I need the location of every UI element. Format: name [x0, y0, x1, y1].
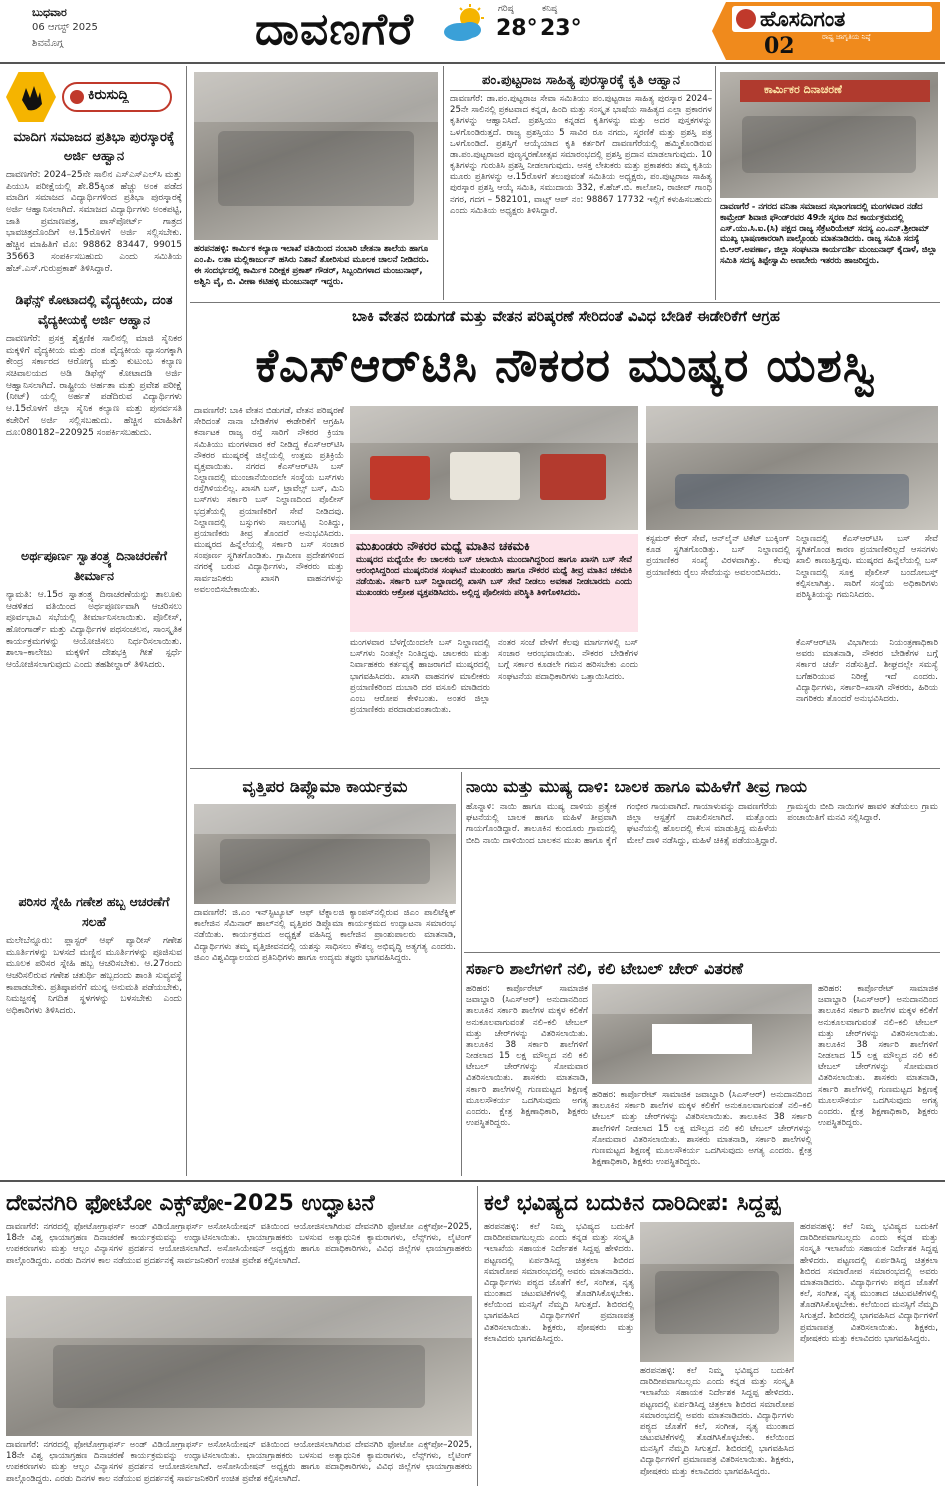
school-story-body: ಹರಿಹರ: ಕಾರ್ಪೊರೇಟ್ ಸಾಮಾಜಿಕ ಜವಾಬ್ದಾರಿ (ಸಿಎಸ್ಆರ್) ಅನುದಾನದಿಂದ ತಾಲೂಕಿನ ಸರ್ಕಾರಿ ಶಾಲೆಗಳ ಮಕ್ಕಳ ಕಲಿಕೆಗೆ ಅನುಕೂಲವಾಗುವಂತೆ ನಲಿ–ಕಲಿ ಟೇಬಲ್ ಮತ್ತು ಚೇರ್‌ಗಳನ್ನು ವಿತರಿಸಲಾಯಿತು. ತಾಲೂಕಿನ 38 ಸರ್ಕಾರಿ ಶಾಲೆಗಳಿಗೆ ನೀಡಲಾದ 15 ಲಕ್ಷ ಮೌಲ್ಯದ ನಲಿ ಕಲಿ ಟೇಬಲ್ ಚೇರ್‌ಗಳನ್ನು ಸೋಮವಾರ ವಿತರಿಸಲಾಯಿತು. ಶಾಸಕರು ಮಾತನಾಡಿ, ಸರ್ಕಾರಿ ಶಾಲೆಗಳಲ್ಲಿ ಗುಣಮಟ್ಟದ ಶಿಕ್ಷಣಕ್ಕೆ ಮೂಲಸೌಕರ್ಯ ಒದಗಿಸುವುದು ಅಗತ್ಯ ಎಂದರು. ಕ್ಷೇತ್ರ ಶಿಕ್ಷಣಾಧಿಕಾರಿ, ಶಿಕ್ಷಕರು ಉಪಸ್ಥಿತರಿದ್ದರು. [466, 984, 588, 1129]
lead-col2: ಮಂಗಳವಾರ ಬೆಳಗ್ಗೆಯಿಂದಲೇ ಬಸ್ ನಿಲ್ದಾಣದಲ್ಲಿ ಬಸ್‌ಗಳು ನಿಂತಲ್ಲೇ ನಿಂತಿದ್ದವು. ಚಾಲಕರು ಮತ್ತು ನಿರ್ವಾಹಕರು ಕರ್ತವ್ಯಕ್ಕೆ ಹಾಜರಾಗದೆ ಮುಷ್ಕರದಲ್ಲಿ ಭಾಗವಹಿಸಿದರು. ಖಾಸಗಿ ವಾಹನಗಳ ಮಾಲೀಕರು ಪ್ರಯಾಣಿಕರಿಂದ ದುಬಾರಿ ದರ ವಸೂಲಿ ಮಾಡಿದರು ಎಂಬ ಆರೋಪ ಕೇಳಿಬಂತು. ಅಂತರ ಜಿಲ್ಲಾ ಪ್ರಯಾಣಿಕರು ಪರದಾಡುವಂತಾಯಿತು. [350, 638, 490, 716]
brand-logo-icon [736, 9, 756, 29]
page-number: 02 [764, 34, 795, 58]
diploma-photo [194, 804, 456, 904]
lead-photo-buses [350, 406, 638, 530]
school-story-cont: ಹರಿಹರ: ಕಾರ್ಪೊರೇಟ್ ಸಾಮಾಜಿಕ ಜವಾಬ್ದಾರಿ (ಸಿಎಸ್ಆರ್) ಅನುದಾನದಿಂದ ತಾಲೂಕಿನ ಸರ್ಕಾರಿ ಶಾಲೆಗಳ ಮಕ್ಕಳ ಕಲಿಕೆಗೆ ಅನುಕೂಲವಾಗುವಂತೆ ನಲಿ–ಕಲಿ ಟೇಬಲ್ ಮತ್ತು ಚೇರ್‌ಗಳನ್ನು ವಿತರಿಸಲಾಯಿತು. ತಾಲೂಕಿನ 38 ಸರ್ಕಾರಿ ಶಾಲೆಗಳಿಗೆ ನೀಡಲಾದ 15 ಲಕ್ಷ ಮೌಲ್ಯದ ನಲಿ ಕಲಿ ಟೇಬಲ್ ಚೇರ್‌ಗಳನ್ನು ಸೋಮವಾರ ವಿತರಿಸಲಾಯಿತು. ಶಾಸಕರು ಮಾತನಾಡಿ, ಸರ್ಕಾರಿ ಶಾಲೆಗಳಲ್ಲಿ ಗುಣಮಟ್ಟದ ಶಿಕ್ಷಣಕ್ಕೆ ಮೂಲಸೌಕರ್ಯ ಒದಗಿಸುವುದು ಅಗತ್ಯ ಎಂದರು. ಕ್ಷೇತ್ರ ಶಿಕ್ಷಣಾಧಿಕಾರಿ, ಶಿಕ್ಷಕರು ಉಪಸ್ಥಿತರಿದ್ದರು. [592, 1090, 812, 1168]
art-story-cont: ಹರಪನಹಳ್ಳಿ: ಕಲೆ ನಿಮ್ಮ ಭವಿಷ್ಯದ ಬದುಕಿಗೆ ದಾರಿದೀಪವಾಗಬಲ್ಲದು ಎಂದು ಕನ್ನಡ ಮತ್ತು ಸಂಸ್ಕೃತಿ ಇಲಾಖೆಯ ಸಹಾಯಕ ನಿರ್ದೇಶಕ ಸಿದ್ದಪ್ಪ ಹೇಳಿದರು. ಪಟ್ಟಣದಲ್ಲಿ ಏರ್ಪಡಿಸಿದ್ದ ಚಿತ್ರಕಲಾ ಶಿಬಿರದ ಸಮಾರೋಪ ಸಮಾರಂಭದಲ್ಲಿ ಅವರು ಮಾತನಾಡಿದರು. ವಿದ್ಯಾರ್ಥಿಗಳು ಪಠ್ಯದ ಜೊತೆಗೆ ಕಲೆ, ಸಂಗೀತ, ನೃತ್ಯ ಮುಂತಾದ ಚಟುವಟಿಕೆಗಳಲ್ಲಿ ತೊಡಗಿಸಿಕೊಳ್ಳಬೇಕು. ಕಲೆಯಿಂದ ಮನಸ್ಸಿಗೆ ನೆಮ್ಮದಿ ಸಿಗುತ್ತದೆ. ಶಿಬಿರದಲ್ಲಿ ಭಾಗವಹಿಸಿದ ವಿದ್ಯಾರ್ಥಿಗಳಿಗೆ ಪ್ರಮಾಣಪತ್ರ ವಿತರಿಸಲಾಯಿತು. ಶಿಕ್ಷಕರು, ಪೋಷಕರು ಮತ್ತು ಕಲಾವಿದರು ಭಾಗವಹಿಸಿದ್ದರು. [640, 1366, 794, 1477]
temp-max: 28° [496, 16, 538, 41]
kirusuddi-badge [6, 72, 178, 122]
header-bar [0, 0, 945, 64]
brief3-headline: ಅರ್ಥಪೂರ್ಣ ಸ್ವಾತಂತ್ರ್ಯ ದಿನಾಚರಣೆಗೆ ತೀರ್ಮಾನ [20, 548, 168, 583]
top-story-body: ದಾವಣಗೆರೆ: ಡಾ.ಪಂ.ಪುಟ್ಟರಾಜ ಸೇವಾ ಸಮಿತಿಯು ಪಂ.ಪುಟ್ಟರಾಜ ಸಾಹಿತ್ಯ ಪುರಸ್ಕಾರ 2024–25ನೇ ಸಾಲಿನಲ್ಲಿ ಪ್ರಕಟವಾದ ಕನ್ನಡ, ಹಿಂದಿ ಮತ್ತು ಸಂಸ್ಕೃತ ಭಾಷೆಯ ಸಾಹಿತ್ಯದ ಎಲ್ಲಾ ಪ್ರಕಾರಗಳ ಕೃತಿಗಳನ್ನು ಆಹ್ವಾನಿಸಿದೆ. ಪ್ರಶಸ್ತಿಯು ಕನ್ನಡದ ಕೃತಿಗಳನ್ನು ಮತ್ತು ಅದರ ಪುಸ್ತಕಗಳನ್ನು ಒಳಗೊಂಡಿರುತ್ತದೆ. ರಾಜ್ಯ ಪ್ರಶಸ್ತಿಯು 5 ಸಾವಿರ ರೂ ನಗದು, ಸ್ಮರಣಿಕೆ ಮತ್ತು ಪ್ರಶಸ್ತಿ ಪತ್ರ ಒಳಗೊಂಡಿದೆ. ಪ್ರಶಸ್ತಿಗೆ ಆಯ್ಕೆಯಾದ ಕೃತಿ ಕರ್ತರಿಗೆ ದಾವಣಗೆರೆಯಲ್ಲಿ ಹಮ್ಮಿಕೊಂಡಿರುವ ಡಾ.ಪಂ.ಪುಟ್ಟರಾಜರ ಪುಣ್ಯಸ್ಮರಣೋತ್ಸವ ಸಮಾರಂಭದಲ್ಲಿ ಪ್ರಶಸ್ತಿ ಪ್ರದಾನ ಮಾಡಲಾಗುವುದು. 10 ಕೃತಿಗಳನ್ನು ಗುರುತಿಸಿ ಪ್ರಶಸ್ತಿ ನೀಡಲಾಗುವುದು. ಆಸಕ್ತ ಲೇಖಕರು ಮತ್ತು ಪ್ರಕಾಶಕರು ತಮ್ಮ ಕೃತಿಯ ಮೂರು ಪ್ರತಿಗಳನ್ನು ಆ.15ರೊಳಗೆ ತಲುಪುವಂತೆ ಸಮಿತಿಯ ಅಧ್ಯಕ್ಷರು, ಪಂ.ಪುಟ್ಟರಾಜ ಸಾಹಿತ್ಯ ಪುರಸ್ಕಾರ ಪ್ರಶಸ್ತಿ ಆಯ್ಕೆ ಸಮಿತಿ, ಸಮುದಾಯ 332, ಕೆ.ಹೆಚ್.ಬಿ. ಕಾಲೋನಿ, ರಾಜೀವ್ ಗಾಂಧಿ ನಗರ, ಗದಗ – 582101, ವಾಟ್ಸ್ ಆಪ್ ನಂ: 98867 17732 ಇಲ್ಲಿಗೆ ಕಳುಹಿಸಬಹುದು ಎಂದು ಸಮಿತಿಯ ಅಧ್ಯಕ್ಷರು ತಿಳಿಸಿದ್ದಾರೆ. [450, 94, 712, 216]
hand-icon [6, 72, 56, 122]
lead-col4: ಕಸ್ಟಮರ್ ಕೇರ್ ಸೇವೆ, ಆನ್‌ಲೈನ್ ಟಿಕೆಟ್ ಬುಕ್ಕಿಂಗ್ ಕೂಡ ಸ್ಥಗಿತಗೊಂಡಿತ್ತು. ಬಸ್ ನಿಲ್ದಾಣದಲ್ಲಿ ಪ್ರಯಾಣಿಕರ ಸಂಖ್ಯೆ ವಿರಳವಾಗಿತ್ತು. ಕೆಲವು ಪ್ರಯಾಣಿಕರು ರೈಲು ಸೇವೆಯನ್ನು ಅವಲಂಬಿಸಿದರು. [646, 534, 790, 578]
photo-expo-photo [6, 1296, 472, 1436]
brand-badge [712, 2, 940, 60]
kirusuddi-dot-icon [70, 90, 84, 104]
kirusuddi-pill [62, 82, 172, 112]
lead-intro: ದಾವಣಗೆರೆ: ಬಾಕಿ ವೇತನ ಬಿಡುಗಡೆ, ವೇತನ ಪರಿಷ್ಕರಣೆ ಸೇರಿದಂತೆ ನಾನಾ ಬೇಡಿಕೆಗಳ ಈಡೇರಿಕೆಗೆ ಆಗ್ರಹಿಸಿ ಕರ್ನಾಟಕ ರಾಜ್ಯ ರಸ್ತೆ ಸಾರಿಗೆ ನೌಕರರ ಕ್ರಿಯಾ ಸಮಿತಿಯು ಮಂಗಳವಾರ ಕರೆ ನೀಡಿದ್ದ ಕೆಎಸ್ಆರ್‌ಟಿಸಿ ನೌಕರರ ಮುಷ್ಕರಕ್ಕೆ ಜಿಲ್ಲೆಯಲ್ಲಿ ಉತ್ತಮ ಪ್ರತಿಕ್ರಿಯೆ ವ್ಯಕ್ತವಾಯಿತು. ನಗರದ ಕೆಎಸ್ಆರ್‌ಟಿಸಿ ಬಸ್ ನಿಲ್ದಾಣದಲ್ಲಿ ಮುಂಜಾನೆಯಿಂದಲೇ ಸಂಸ್ಥೆಯ ಬಸ್‌ಗಳು ರಸ್ತೆಗಿಳಿಯಲಿಲ್ಲ. ಖಾಸಗಿ ಬಸ್, ಟ್ರಾವೆಲ್ಸ್ ಬಸ್, ಮಿನಿ ಬಸ್‌ಗಳು ಸರ್ಕಾರಿ ಬಸ್ ನಿಲ್ದಾಣದಿಂದ ಪೊಲೀಸ್ ಭದ್ರತೆಯಲ್ಲಿ ಪ್ರಯಾಣಿಕರಿಗೆ ಸೇವೆ ನೀಡಿದವು. ನಿಲ್ದಾಣದಲ್ಲಿ ಬಸ್ಸುಗಳು ಸಾಲುಗಟ್ಟಿ ನಿಂತಿದ್ದು, ಪ್ರಯಾಣಿಕರು ತೀವ್ರ ತೊಂದರೆ ಅನುಭವಿಸಿದರು. ಮುಷ್ಕರದ ಹಿನ್ನೆಲೆಯಲ್ಲಿ ಸರ್ಕಾರಿ ಬಸ್ ಸಂಚಾರ ಸಂಪೂರ್ಣ ಸ್ಥಗಿತಗೊಂಡಿತು. ಗ್ರಾಮೀಣ ಪ್ರದೇಶಗಳಿಂದ ನಗರಕ್ಕೆ ಬರುವ ವಿದ್ಯಾರ್ಥಿಗಳು, ನೌಕರರು ಮತ್ತು ಸಾರ್ವಜನಿಕರು ಖಾಸಗಿ ವಾಹನಗಳನ್ನು ಅವಲಂಬಿಸಬೇಕಾಯಿತು. [194, 406, 344, 595]
photo-expo-body-cont: ದಾವಣಗೆರೆ: ನಗರದಲ್ಲಿ ಫೋಟೋಗ್ರಾಫರ್ಸ್ ಅಂಡ್ ವಿಡಿಯೋಗ್ರಾಫರ್ಸ್ ಅಸೋಸಿಯೇಷನ್ ವತಿಯಿಂದ ಆಯೋಜಿಸಲಾಗಿರುವ ದೇವನಗಿರಿ ಫೋಟೋ ಎಕ್ಸ್‌ಪೋ–2025, 18ನೇ ವಿಶ್ವ ಛಾಯಾಗ್ರಹಣ ದಿನಾಚರಣೆ ಕಾರ್ಯಕ್ರಮವನ್ನು ಉದ್ಘಾಟಿಸಲಾಯಿತು. ಛಾಯಾಗ್ರಾಹಕರು ಬಳಸುವ ಅತ್ಯಾಧುನಿಕ ಕ್ಯಾಮರಾಗಳು, ಲೆನ್ಸ್‌ಗಳು, ಲೈಟಿಂಗ್ ಉಪಕರಣಗಳು ಮತ್ತು ಆಲ್ಬಂ ವಿನ್ಯಾಸಗಳ ಪ್ರದರ್ಶನ ಆಯೋಜಿಸಲಾಗಿದೆ. ಅಸೋಸಿಯೇಷನ್ ಅಧ್ಯಕ್ಷರು ಹಾಗೂ ಪದಾಧಿಕಾರಿಗಳು, ವಿವಿಧ ಜಿಲ್ಲೆಗಳ ಛಾಯಾಗ್ರಾಹಕರು ಪಾಲ್ಗೊಂಡಿದ್ದರು. ಎರಡು ದಿನಗಳ ಕಾಲ ನಡೆಯುವ ಪ್ರದರ್ಶನಕ್ಕೆ ಸಾರ್ವಜನಿಕರಿಗೆ ಉಚಿತ ಪ್ರವೇಶ ಕಲ್ಪಿಸಲಾಗಿದೆ. [6, 1440, 472, 1484]
brand-name: ಹೊಸದಿಗಂತ [760, 7, 846, 31]
header-day: ಬುಧವಾರ [32, 6, 67, 19]
brief2-headline: ಡಿಫೆನ್ಸ್ ಕೋಟಾದಲ್ಲಿ ವೈದ್ಯಕೀಯ, ದಂತ ವೈದ್ಯಕೀಯಕ್ಕೆ ಅರ್ಜಿ ಆಹ್ವಾನ [15, 292, 173, 327]
top-photo-2-caption: ದಾವಣಗೆರೆ - ನಗರದ ವನಿತಾ ಸಮಾಜದ ಸಭಾಂಗಣದಲ್ಲಿ ಮಂಗಳವಾರ ನಡೆದ ಕಾಮ್ರೇಡ್ ಶಿವಾಜಿ ಫೌಂಡ್‌ರವರ 49ನೇ ಸ್ಮರಣ ದಿನ ಕಾರ್ಯಕ್ರಮದಲ್ಲಿ ಎಸ್.ಯು.ಸಿ.ಐ.(ಸಿ) ಪಕ್ಷದ ರಾಜ್ಯ ಸೆಕ್ರೆಟರಿಯೇಟ್ ಸದಸ್ಯ ಎಂ.ಎನ್.ಶ್ರೀರಾಮ್ ಮುಖ್ಯ ಭಾಷಣಕಾರರಾಗಿ ಪಾಲ್ಗೊಂಡು ಮಾತನಾಡಿದರು. ರಾಜ್ಯ ಸಮಿತಿ ಸದಸ್ಯೆ ಬಿ.ಆರ್.ಅಪರ್ಣಾ, ಜಿಲ್ಲಾ ಸಂಘಟನಾ ಕಾರ್ಯದರ್ಶಿ ಮಂಜುನಾಥ್ ಕೈದಾಳೆ, ಜಿಲ್ಲಾ ಸಮಿತಿ ಸದಸ್ಯ ತಿಪ್ಪೇಸ್ವಾಮಿ ಅಣಬೇರು ಇತರರು ಹಾಜರಿದ್ದರು. [720, 201, 937, 265]
school-story-cont2: ಹರಿಹರ: ಕಾರ್ಪೊರೇಟ್ ಸಾಮಾಜಿಕ ಜವಾಬ್ದಾರಿ (ಸಿಎಸ್ಆರ್) ಅನುದಾನದಿಂದ ತಾಲೂಕಿನ ಸರ್ಕಾರಿ ಶಾಲೆಗಳ ಮಕ್ಕಳ ಕಲಿಕೆಗೆ ಅನುಕೂಲವಾಗುವಂತೆ ನಲಿ–ಕಲಿ ಟೇಬಲ್ ಮತ್ತು ಚೇರ್‌ಗಳನ್ನು ವಿತರಿಸಲಾಯಿತು. ತಾಲೂಕಿನ 38 ಸರ್ಕಾರಿ ಶಾಲೆಗಳಿಗೆ ನೀಡಲಾದ 15 ಲಕ್ಷ ಮೌಲ್ಯದ ನಲಿ ಕಲಿ ಟೇಬಲ್ ಚೇರ್‌ಗಳನ್ನು ಸೋಮವಾರ ವಿತರಿಸಲಾಯಿತು. ಶಾಸಕರು ಮಾತನಾಡಿ, ಸರ್ಕಾರಿ ಶಾಲೆಗಳಲ್ಲಿ ಗುಣಮಟ್ಟದ ಶಿಕ್ಷಣಕ್ಕೆ ಮೂಲಸೌಕರ್ಯ ಒದಗಿಸುವುದು ಅಗತ್ಯ ಎಂದರು. ಕ್ಷೇತ್ರ ಶಿಕ್ಷಣಾಧಿಕಾರಿ, ಶಿಕ್ಷಕರು ಉಪಸ್ಥಿತರಿದ್ದರು. [818, 984, 938, 1129]
lead-photo-empty-seats [646, 406, 938, 530]
lead-col6: ಕೆಎಸ್ಆರ್‌ಟಿಸಿ ವಿಭಾಗೀಯ ನಿಯಂತ್ರಣಾಧಿಕಾರಿ ಅವರು ಮಾತನಾಡಿ, ನೌಕರರ ಬೇಡಿಕೆಗಳ ಬಗ್ಗೆ ಸರ್ಕಾರ ಚರ್ಚೆ ನಡೆಸುತ್ತಿದೆ. ಶೀಘ್ರದಲ್ಲೇ ಸಮಸ್ಯೆ ಬಗೆಹರಿಯುವ ನಿರೀಕ್ಷೆ ಇದೆ ಎಂದರು. ವಿದ್ಯಾರ್ಥಿಗಳು, ಸರ್ಕಾರಿ–ಖಾಸಗಿ ನೌಕರರು, ಹಿರಿಯ ನಾಗರಿಕರು ತೊಂದರೆ ಅನುಭವಿಸಿದರು. [796, 638, 938, 704]
top-photo-1 [194, 72, 438, 240]
brand-tagline: ರಾಷ್ಟ್ರ ಜಾಗೃತಿಯ ನಿಷ್ಠೆ [822, 33, 871, 41]
photo-expo-body: ದಾವಣಗೆರೆ: ನಗರದಲ್ಲಿ ಫೋಟೋಗ್ರಾಫರ್ಸ್ ಅಂಡ್ ವಿಡಿಯೋಗ್ರಾಫರ್ಸ್ ಅಸೋಸಿಯೇಷನ್ ವತಿಯಿಂದ ಆಯೋಜಿಸಲಾಗಿರುವ ದೇವನಗಿರಿ ಫೋಟೋ ಎಕ್ಸ್‌ಪೋ–2025, 18ನೇ ವಿಶ್ವ ಛಾಯಾಗ್ರಹಣ ದಿನಾಚರಣೆ ಕಾರ್ಯಕ್ರಮವನ್ನು ಉದ್ಘಾಟಿಸಲಾಯಿತು. ಛಾಯಾಗ್ರಾಹಕರು ಬಳಸುವ ಅತ್ಯಾಧುನಿಕ ಕ್ಯಾಮರಾಗಳು, ಲೆನ್ಸ್‌ಗಳು, ಲೈಟಿಂಗ್ ಉಪಕರಣಗಳು ಮತ್ತು ಆಲ್ಬಂ ವಿನ್ಯಾಸಗಳ ಪ್ರದರ್ಶನ ಆಯೋಜಿಸಲಾಗಿದೆ. ಅಸೋಸಿಯೇಷನ್ ಅಧ್ಯಕ್ಷರು ಹಾಗೂ ಪದಾಧಿಕಾರಿಗಳು, ವಿವಿಧ ಜಿಲ್ಲೆಗಳ ಛಾಯಾಗ್ರಾಹಕರು ಪಾಲ್ಗೊಂಡಿದ್ದರು. ಎರಡು ದಿನಗಳ ಕಾಲ ನಡೆಯುವ ಪ್ರದರ್ಶನಕ್ಕೆ ಸಾರ್ವಜನಿಕರಿಗೆ ಉಚಿತ ಪ್ರವೇಶ ಕಲ್ಪಿಸಲಾಗಿದೆ. [6, 1222, 472, 1266]
brief2-body: ದಾವಣಗೆರೆ: ಪ್ರಸಕ್ತ ಶೈಕ್ಷಣಿಕ ಸಾಲಿನಲ್ಲಿ ಮಾಜಿ ಸೈನಿಕರ ಮಕ್ಕಳಿಗೆ ವೈದ್ಯಕೀಯ ಮತ್ತು ದಂತ ವೈದ್ಯಕೀಯ ವ್ಯಾಸಂಗಕ್ಕಾಗಿ ಕೇಂದ್ರ ಸರ್ಕಾರದ ಆರೋಗ್ಯ ಮತ್ತು ಕುಟುಂಬ ಕಲ್ಯಾಣ ಸಚಿವಾಲಯದ ಅಡಿ ಡಿಫೆನ್ಸ್ ಕೋಟಾದಡಿ ಅರ್ಜಿ ಆಹ್ವಾನಿಸಲಾಗಿದೆ. ರಾಷ್ಟ್ರೀಯ ಅರ್ಹತಾ ಮತ್ತು ಪ್ರವೇಶ ಪರೀಕ್ಷೆ (ನೀಟ್) ಯಲ್ಲಿ ಅರ್ಹತೆ ಪಡೆದಿರುವ ವಿದ್ಯಾರ್ಥಿಗಳು ಆ.15ರೊಳಗೆ ಜಿಲ್ಲಾ ಸೈನಿಕ ಕಲ್ಯಾಣ ಮತ್ತು ಪುನರ್ವಸತಿ ಕಚೇರಿಗೆ ಅರ್ಜಿ ಸಲ್ಲಿಸಬಹುದು. ಹೆಚ್ಚಿನ ಮಾಹಿತಿಗೆ ದೂ:080182–220925 ಸಂಪರ್ಕಿಸಬಹುದು. [6, 334, 182, 438]
art-story-cont2: ಹರಪನಹಳ್ಳಿ: ಕಲೆ ನಿಮ್ಮ ಭವಿಷ್ಯದ ಬದುಕಿಗೆ ದಾರಿದೀಪವಾಗಬಲ್ಲದು ಎಂದು ಕನ್ನಡ ಮತ್ತು ಸಂಸ್ಕೃತಿ ಇಲಾಖೆಯ ಸಹಾಯಕ ನಿರ್ದೇಶಕ ಸಿದ್ದಪ್ಪ ಹೇಳಿದರು. ಪಟ್ಟಣದಲ್ಲಿ ಏರ್ಪಡಿಸಿದ್ದ ಚಿತ್ರಕಲಾ ಶಿಬಿರದ ಸಮಾರೋಪ ಸಮಾರಂಭದಲ್ಲಿ ಅವರು ಮಾತನಾಡಿದರು. ವಿದ್ಯಾರ್ಥಿಗಳು ಪಠ್ಯದ ಜೊತೆಗೆ ಕಲೆ, ಸಂಗೀತ, ನೃತ್ಯ ಮುಂತಾದ ಚಟುವಟಿಕೆಗಳಲ್ಲಿ ತೊಡಗಿಸಿಕೊಳ್ಳಬೇಕು. ಕಲೆಯಿಂದ ಮನಸ್ಸಿಗೆ ನೆಮ್ಮದಿ ಸಿಗುತ್ತದೆ. ಶಿಬಿರದಲ್ಲಿ ಭಾಗವಹಿಸಿದ ವಿದ್ಯಾರ್ಥಿಗಳಿಗೆ ಪ್ರಮಾಣಪತ್ರ ವಿತರಿಸಲಾಯಿತು. ಶಿಕ್ಷಕರು, ಪೋಷಕರು ಮತ್ತು ಕಲಾವಿದರು ಭಾಗವಹಿಸಿದ್ದರು. [800, 1222, 938, 1344]
top-story-headline: ಪಂ.ಪುಟ್ಟರಾಜ ಸಾಹಿತ್ಯ ಪುರಸ್ಕಾರಕ್ಕೆ ಕೃತಿ ಆಹ್ವಾನ [450, 72, 712, 91]
photo-expo-headline: ದೇವನಗಿರಿ ಫೋಟೋ ಎಕ್ಸ್‌ಪೋ-2025 ಉದ್ಘಾಟನೆ [6, 1191, 375, 1216]
art-story-body: ಹರಪನಹಳ್ಳಿ: ಕಲೆ ನಿಮ್ಮ ಭವಿಷ್ಯದ ಬದುಕಿಗೆ ದಾರಿದೀಪವಾಗಬಲ್ಲದು ಎಂದು ಕನ್ನಡ ಮತ್ತು ಸಂಸ್ಕೃತಿ ಇಲಾಖೆಯ ಸಹಾಯಕ ನಿರ್ದೇಶಕ ಸಿದ್ದಪ್ಪ ಹೇಳಿದರು. ಪಟ್ಟಣದಲ್ಲಿ ಏರ್ಪಡಿಸಿದ್ದ ಚಿತ್ರಕಲಾ ಶಿಬಿರದ ಸಮಾರೋಪ ಸಮಾರಂಭದಲ್ಲಿ ಅವರು ಮಾತನಾಡಿದರು. ವಿದ್ಯಾರ್ಥಿಗಳು ಪಠ್ಯದ ಜೊತೆಗೆ ಕಲೆ, ಸಂಗೀತ, ನೃತ್ಯ ಮುಂತಾದ ಚಟುವಟಿಕೆಗಳಲ್ಲಿ ತೊಡಗಿಸಿಕೊಳ್ಳಬೇಕು. ಕಲೆಯಿಂದ ಮನಸ್ಸಿಗೆ ನೆಮ್ಮದಿ ಸಿಗುತ್ತದೆ. ಶಿಬಿರದಲ್ಲಿ ಭಾಗವಹಿಸಿದ ವಿದ್ಯಾರ್ಥಿಗಳಿಗೆ ಪ್ರಮಾಣಪತ್ರ ವಿತರಿಸಲಾಯಿತು. ಶಿಕ್ಷಕರು, ಪೋಷಕರು ಮತ್ತು ಕಲಾವಿದರು ಭಾಗವಹಿಸಿದ್ದರು. [484, 1222, 634, 1344]
lead-kicker: ಬಾಕಿ ವೇತನ ಬಿಡುಗಡೆ ಮತ್ತು ವೇತನ ಪರಿಷ್ಕರಣೆ ಸೇರಿದಂತೆ ವಿವಿಧ ಬೇಡಿಕೆ ಈಡೇರಿಕೆಗೆ ಆಗ್ರಹ [352, 309, 780, 325]
brief3-body: ನ್ಯಾಮತಿ: ಆ.15ರ ಸ್ವಾತಂತ್ರ್ಯ ದಿನಾಚರಣೆಯನ್ನು ತಾಲೂಕು ಆಡಳಿತದ ವತಿಯಿಂದ ಅರ್ಥಪೂರ್ಣವಾಗಿ ಆಚರಿಸಲು ಪೂರ್ವಭಾವಿ ಸಭೆಯಲ್ಲಿ ತೀರ್ಮಾನಿಸಲಾಯಿತು. ಪೊಲೀಸ್, ಹೋಂಗಾರ್ಡ್ ಮತ್ತು ವಿದ್ಯಾರ್ಥಿಗಳ ಪಥಸಂಚಲನ, ಸಾಂಸ್ಕೃತಿಕ ಕಾರ್ಯಕ್ರಮಗಳನ್ನು ಆಯೋಜಿಸಲು ನಿರ್ಧರಿಸಲಾಯಿತು. ಶಾಲಾ–ಕಾಲೇಜು ಮಕ್ಕಳಿಗೆ ದೇಶಭಕ್ತಿ ಗೀತೆ ಸ್ಪರ್ಧೆ ಆಯೋಜಿಸಲಾಗುವುದು ಎಂದು ತಹಶೀಲ್ದಾರ್ ತಿಳಿಸಿದರು. [6, 590, 182, 671]
art-photo [640, 1222, 794, 1362]
school-story-headline: ಸರ್ಕಾರಿ ಶಾಲೆಗಳಿಗೆ ನಲಿ, ಕಲಿ ಟೇಬಲ್ ಚೇರ್ ವಿತರಣೆ [466, 959, 744, 978]
art-story-headline: ಕಲೆ ಭವಿಷ್ಯದ ಬದುಕಿನ ದಾರಿದೀಪ: ಸಿದ್ದಪ್ಪ [484, 1191, 781, 1216]
lead-highlight-box [350, 534, 638, 632]
school-photo [592, 984, 812, 1084]
temp-min-label: ಕನಿಷ್ಠ [542, 4, 558, 14]
brief1-body: ದಾವಣಗೆರೆ: 2024–25ನೇ ಸಾಲಿನ ಎಸ್ಎಸ್ಎಲ್‌ಸಿ ಮತ್ತು ಪಿಯುಸಿ ಪರೀಕ್ಷೆಯಲ್ಲಿ ಶೇ.85ಕ್ಕಿಂತ ಹೆಚ್ಚು ಅಂಕ ಪಡೆದ ಮಾದಿಗ ಸಮಾಜದ ವಿದ್ಯಾರ್ಥಿಗಳಿಂದ ಪ್ರತಿಭಾ ಪುರಸ್ಕಾರಕ್ಕೆ ಅರ್ಜಿ ಆಹ್ವಾನಿಸಲಾಗಿದೆ. ಸಮಾಜದ ವಿದ್ಯಾರ್ಥಿಗಳು ಅಂಕಪಟ್ಟಿ, ಜಾತಿ ಪ್ರಮಾಣಪತ್ರ, ಪಾಸ್‌ಪೋರ್ಟ್ ಗಾತ್ರದ ಭಾವಚಿತ್ರದೊಂದಿಗೆ ಆ.15ರೊಳಗೆ ಅರ್ಜಿ ಸಲ್ಲಿಸಬೇಕು. ಹೆಚ್ಚಿನ ಮಾಹಿತಿಗೆ ಮೊ: 98862 83447, 99015 35663 ಸಂಪರ್ಕಿಸಬಹುದು ಎಂದು ಸಮಿತಿಯ ಹೆಚ್.ಎಸ್.ಗುರುಪ್ರಕಾಶ್ ತಿಳಿಸಿದ್ದಾರೆ. [6, 170, 182, 274]
brief4-headline: ಪರಿಸರ ಸ್ನೇಹಿ ಗಣೇಶ ಹಬ್ಬ ಆಚರಣೆಗೆ ಸಲಹೆ [18, 894, 170, 929]
top-photo-1-caption: ಹರಪನಹಳ್ಳಿ: ಕಾರ್ಮಿಕ ಕಲ್ಯಾಣ ಇಲಾಖೆ ವತಿಯಿಂದ ನಂಬಾರಿ ಚೇತನಾ ಶಾಲೆಯ ಹಾಗೂ ಎಂ.ಪಿ. ಲತಾ ಮಲ್ಲಿಕಾರ್ಜುನ್ ಹಸಿರು ನಿಶಾನೆ ತೋರಿಸುವ ಮೂಲಕ ಚಾಲನೆ ನೀಡಿದರು. ಈ ಸಂದರ್ಭದಲ್ಲಿ ಕಾರ್ಮಿಕ ನಿರೀಕ್ಷಕ ಪ್ರಕಾಶ್ ಗೌಡರ್, ಸಿಬ್ಬಂದಿಗಳಾದ ಮಂಜುನಾಥ್, ಅಶ್ವಿನಿ ವೈ, ಬಿ. ವೀಣಾ ಕಟಿಹಳ್ಳಿ ಮಂಜುನಾಥ್ ಇದ್ದರು. [194, 244, 430, 288]
brief4-body: ಮಲೇಬೆನ್ನೂರು: ಪ್ಲಾಸ್ಟರ್ ಆಫ್ ಪ್ಯಾರೀಸ್ ಗಣೇಶ ಮೂರ್ತಿಗಳನ್ನು ಬಳಸದೆ ಮಣ್ಣಿನ ಮೂರ್ತಿಗಳನ್ನು ಪೂಜಿಸುವ ಮೂಲಕ ಪರಿಸರ ಸ್ನೇಹಿ ಹಬ್ಬ ಆಚರಿಸಬೇಕು. ಆ.27ರಂದು ಆಚರಿಸಲಿರುವ ಗಣೇಶ ಚತುರ್ಥಿ ಹಬ್ಬದಂದು ಶಾಂತಿ ಸುವ್ಯವಸ್ಥೆ ಕಾಪಾಡಬೇಕು. ಪ್ರತಿಷ್ಠಾಪನೆಗೆ ಮುನ್ನ ಅನುಮತಿ ಪಡೆಯಬೇಕು, ನಿಮಜ್ಜನಕ್ಕೆ ನಿಗದಿತ ಸ್ಥಳಗಳನ್ನು ಬಳಸಬೇಕು ಎಂದು ಅಧಿಕಾರಿಗಳು ತಿಳಿಸಿದರು. [6, 936, 182, 1017]
header-place: ಶಿವಮೊಗ್ಗ [32, 38, 64, 49]
kirusuddi-label: ಕಿರುಸುದ್ದಿ [88, 87, 129, 103]
weather-icon [440, 4, 488, 44]
diploma-headline: ವೃತ್ತಿಪರ ಡಿಪ್ಲೊಮಾ ಕಾರ್ಯಕ್ರಮ [242, 777, 408, 796]
header-date: 06 ಆಗಸ್ಟ್ 2025 [32, 22, 98, 33]
top-photo-2 [720, 72, 938, 198]
temp-max-label: ಗರಿಷ್ಠ [498, 4, 514, 14]
dog-story-headline: ನಾಯಿ ಮತ್ತು ಮುಷ್ಯ ದಾಳಿ: ಬಾಲಕ ಹಾಗೂ ಮಹಿಳೆಗೆ ತೀವ್ರ ಗಾಯ [466, 777, 808, 796]
lead-highlight-body: ಮುಷ್ಕರದ ಮಧ್ಯೆಯೇ ಕೆಲ ಚಾಲಕರು ಬಸ್ ಚಲಾಯಿಸಿ ಮುಂದಾಗಿದ್ದರಿಂದ ಹಾಗೂ ಖಾಸಗಿ ಬಸ್ ಸೇವೆ ಆರಂಭಿಸಿದ್ದರಿಂದ ಮುಷ್ಕರನಿರತ ಸಂಘಟನೆ ಮುಖಂಡರು ಹಾಗೂ ನೌಕರರ ಮಧ್ಯೆ ತೀವ್ರ ಮಾತಿನ ಚಕಮಕಿ ನಡೆಯಿತು. ಸರ್ಕಾರಿ ಬಸ್ ನಿಲ್ದಾಣದಲ್ಲಿ ಖಾಸಗಿ ಬಸ್ ಸೇವೆ ನೀಡಲು ಅವಕಾಶ ನೀಡಬಾರದು ಎಂದು ಮುಖಂಡರು ಆಕ್ರೋಶ ವ್ಯಕ್ತಪಡಿಸಿದರು. ಅಲ್ಲಿದ್ದ ಪೊಲೀಸರು ಪರಿಸ್ಥಿತಿ ತಿಳಿಗೊಳಿಸಿದರು. [356, 554, 632, 597]
top-photo-2-banner: ಕಾರ್ಮಿಕರ ದಿನಾಚರಣೆ [764, 83, 843, 96]
lead-col5: ನಿಲ್ದಾಣದಲ್ಲಿ ಕೆಎಸ್ಆರ್‌ಟಿಸಿ ಬಸ್ ಸೇವೆ ಸ್ಥಗಿತಗೊಂಡ ಕಾರಣ ಪ್ರಯಾಣಿಕರಿಲ್ಲದೆ ಆಸನಗಳು ಖಾಲಿ ಕಾಣುತ್ತಿದ್ದವು. ಮುಷ್ಕರದ ಹಿನ್ನೆಲೆಯಲ್ಲಿ ಬಸ್ ನಿಲ್ದಾಣದಲ್ಲಿ ಸೂಕ್ತ ಪೊಲೀಸ್ ಬಂದೋಬಸ್ತ್ ಕಲ್ಪಿಸಲಾಗಿತ್ತು. ಸಾರಿಗೆ ಸಂಸ್ಥೆಯ ಅಧಿಕಾರಿಗಳು ಪರಿಸ್ಥಿತಿಯನ್ನು ಗಮನಿಸಿದರು. [796, 534, 938, 600]
lead-headline: ಕೆಎಸ್ಆರ್‌ಟಿಸಿ ನೌಕರರ ಮುಷ್ಕರ ಯಶಸ್ವಿ [255, 338, 877, 392]
diploma-body: ದಾವಣಗೆರೆ: ಜಿ.ಎಂ ಇನ್‌ಸ್ಟಿಟ್ಯೂಟ್ ಆಫ್ ಟೆಕ್ನಾಲಜಿ ಕ್ಯಾಂಪಸ್‌ನಲ್ಲಿರುವ ಜಿಎಂ ಪಾಲಿಟೆಕ್ನಿಕ್ ಕಾಲೇಜಿನ ಸೆಮಿನಾರ್ ಹಾಲ್‌ನಲ್ಲಿ ವೃತ್ತಿಪರ ಡಿಪ್ಲೊಮಾ ಕಾರ್ಯಕ್ರಮದ ಉದ್ಘಾಟನಾ ಸಮಾರಂಭ ನಡೆಯಿತು. ಕಾರ್ಯಕ್ರಮದ ಅಧ್ಯಕ್ಷತೆ ವಹಿಸಿದ್ದ ಕಾಲೇಜಿನ ಪ್ರಾಂಶುಪಾಲರು ಮಾತನಾಡಿ, ವಿದ್ಯಾರ್ಥಿಗಳು ತಮ್ಮ ವೃತ್ತಿಜೀವನದಲ್ಲಿ ಯಶಸ್ಸು ಸಾಧಿಸಲು ಕೌಶಲ್ಯ ಅಭಿವೃದ್ಧಿ ಅತ್ಯಗತ್ಯ ಎಂದರು. ಜಿಎಂ ವಿಶ್ವವಿದ್ಯಾಲಯದ ಪ್ರತಿನಿಧಿಗಳು ಹಾಗೂ ಉದ್ಯಮ ತಜ್ಞರು ಭಾಗವಹಿಸಿದ್ದರು. [194, 908, 456, 963]
brief1-headline: ಮಾದಿಗ ಸಮಾಜದ ಪ್ರತಿಭಾ ಪುರಸ್ಕಾರಕ್ಕೆ ಅರ್ಜಿ ಆಹ್ವಾನ [13, 130, 175, 164]
dog-story-body: ಹೊನ್ನಾಳಿ: ನಾಯಿ ಹಾಗೂ ಮುಷ್ಯ ದಾಳಿಯ ಪ್ರತ್ಯೇಕ ಘಟನೆಯಲ್ಲಿ ಬಾಲಕ ಹಾಗೂ ಮಹಿಳೆ ತೀವ್ರವಾಗಿ ಗಾಯಗೊಂಡಿದ್ದಾರೆ. ತಾಲೂಕಿನ ಕುಂದೂರು ಗ್ರಾಮದಲ್ಲಿ ಬೀದಿ ನಾಯಿ ದಾಳಿಯಿಂದ ಬಾಲಕನ ಮುಖ ಹಾಗೂ ಕೈಗೆ ಗಂಭೀರ ಗಾಯವಾಗಿದೆ. ಗಾಯಾಳುವನ್ನು ದಾವಣಗೆರೆಯ ಜಿಲ್ಲಾ ಆಸ್ಪತ್ರೆಗೆ ದಾಖಲಿಸಲಾಗಿದೆ. ಮತ್ತೊಂದು ಘಟನೆಯಲ್ಲಿ ಹೊಲದಲ್ಲಿ ಕೆಲಸ ಮಾಡುತ್ತಿದ್ದ ಮಹಿಳೆಯ ಮೇಲೆ ದಾಳಿ ನಡೆಸಿದ್ದು, ಮಹಿಳೆ ಚಿಕಿತ್ಸೆ ಪಡೆಯುತ್ತಿದ್ದಾರೆ. ಗ್ರಾಮಸ್ಥರು ಬೀದಿ ನಾಯಿಗಳ ಹಾವಳಿ ತಡೆಯಲು ಗ್ರಾಮ ಪಂಚಾಯಿತಿಗೆ ಮನವಿ ಸಲ್ಲಿಸಿದ್ದಾರೆ. [466, 802, 938, 846]
lead-highlight-title: ಮುಖಂಡರು ನೌಕರರ ಮಧ್ಯೆ ಮಾತಿನ ಚಕಮಕಿ [356, 539, 530, 553]
temp-min: 23° [540, 16, 582, 41]
lead-col3: ನಂತರ ಸಂಜೆ ವೇಳೆಗೆ ಕೆಲವು ಮಾರ್ಗಗಳಲ್ಲಿ ಬಸ್ ಸಂಚಾರ ಆರಂಭವಾಯಿತು. ನೌಕರರ ಬೇಡಿಕೆಗಳ ಬಗ್ಗೆ ಸರ್ಕಾರ ಕೂಡಲೇ ಗಮನ ಹರಿಸಬೇಕು ಎಂದು ಸಂಘಟನೆಯ ಪದಾಧಿಕಾರಿಗಳು ಒತ್ತಾಯಿಸಿದರು. [498, 638, 638, 682]
masthead: ದಾವಣಗೆರೆ [255, 4, 414, 55]
